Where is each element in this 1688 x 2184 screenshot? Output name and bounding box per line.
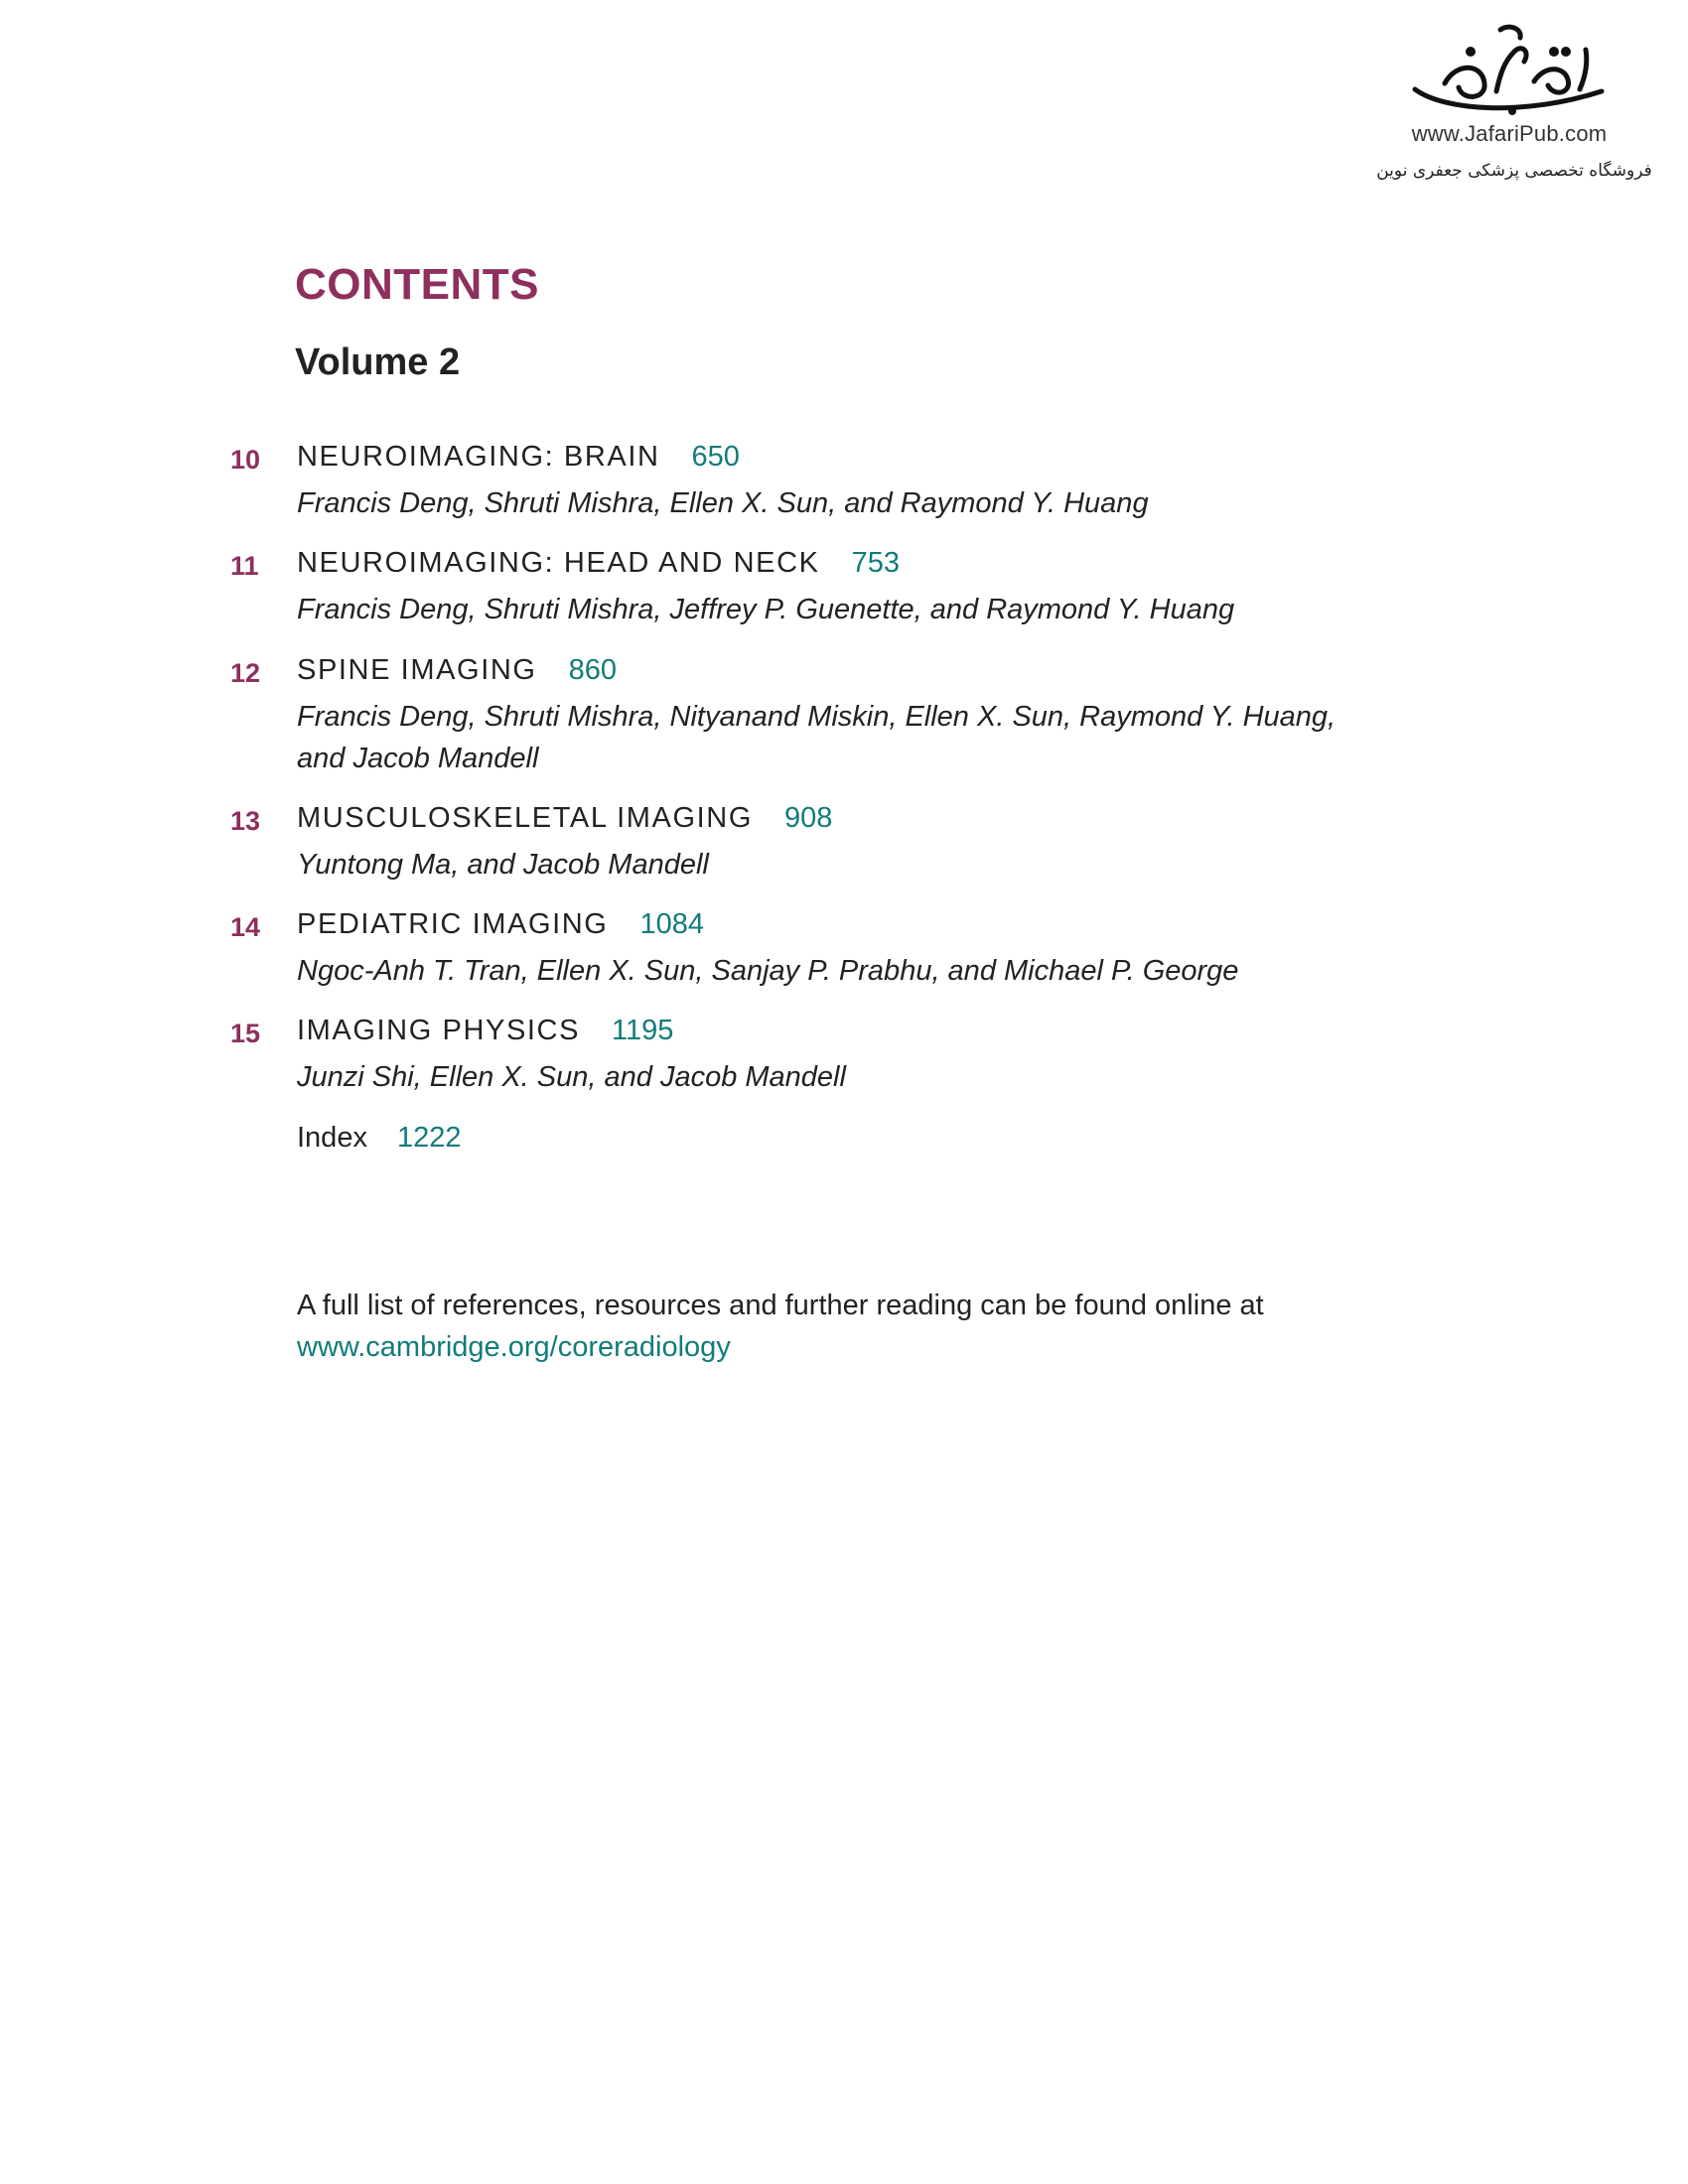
- chapter-number: 12: [230, 658, 261, 688]
- chapter-title: NEUROIMAGING: BRAIN: [297, 441, 660, 473]
- logo-url: www.JafariPub.com: [1411, 121, 1608, 146]
- calligraphy-logo-icon: [1405, 22, 1614, 129]
- chapter-heading: [297, 802, 832, 835]
- chapter-number: 14: [230, 912, 261, 942]
- chapter-title: IMAGING PHYSICS: [297, 1015, 581, 1046]
- chapter-number: 13: [230, 806, 261, 836]
- chapter-authors: Francis Deng, Shruti Mishra, Jeffrey P. Guenette, and Raymond Y. Huang: [297, 594, 1235, 625]
- chapter-authors: Junzi Shi, Ellen X. Sun, and Jacob Mandell: [297, 1061, 846, 1093]
- chapter-number: 15: [230, 1019, 261, 1048]
- references-note: [297, 1285, 1389, 1368]
- chapter-number: 11: [230, 551, 259, 581]
- references-note-text: A full list of references, resources and further reading can be found online at: [297, 1290, 1264, 1321]
- chapter-page-number[interactable]: 908: [784, 802, 833, 834]
- chapter-authors: Ngoc-Anh T. Tran, Ellen X. Sun, Sanjay P. Prabhu, and Michael P. George: [297, 955, 1239, 987]
- chapter-page-number[interactable]: 1195: [612, 1015, 674, 1046]
- publisher-logo: [1365, 22, 1663, 191]
- chapter-page-number[interactable]: 1084: [639, 908, 704, 940]
- chapter-page-number[interactable]: 860: [568, 654, 617, 686]
- chapter-authors: Yuntong Ma, and Jacob Mandell: [297, 849, 709, 881]
- index-page-number[interactable]: 1222: [396, 1122, 462, 1154]
- index-label: Index: [297, 1122, 367, 1154]
- chapter-heading: [297, 654, 617, 687]
- references-link[interactable]: www.cambridge.org/coreradiology: [297, 1331, 731, 1363]
- volume-title: Volume 2: [295, 341, 461, 383]
- chapter-page-number[interactable]: 650: [691, 441, 740, 473]
- page-title: CONTENTS: [295, 260, 539, 309]
- chapter-heading: [297, 1015, 673, 1047]
- chapter-heading: [297, 908, 704, 941]
- index-entry: [297, 1122, 461, 1155]
- chapter-title: PEDIATRIC IMAGING: [297, 908, 609, 940]
- chapter-title: NEUROIMAGING: HEAD AND NECK: [297, 547, 820, 579]
- logo-tagline: فروشگاه تخصصی پزشکی جعفری نوین: [1376, 161, 1652, 181]
- chapter-heading: [297, 547, 900, 580]
- chapter-title: MUSCULOSKELETAL IMAGING: [297, 802, 753, 834]
- chapter-heading: [297, 441, 740, 474]
- chapter-authors: Francis Deng, Shruti Mishra, Nityanand Miskin, Ellen X. Sun, Raymond Y. Huang, and Jacob Mandell: [297, 701, 1336, 774]
- chapter-page-number[interactable]: 753: [851, 547, 900, 579]
- chapter-title: SPINE IMAGING: [297, 654, 537, 686]
- chapter-authors: Francis Deng, Shruti Mishra, Ellen X. Sun, and Raymond Y. Huang: [297, 487, 1149, 519]
- chapter-number: 10: [230, 445, 261, 475]
